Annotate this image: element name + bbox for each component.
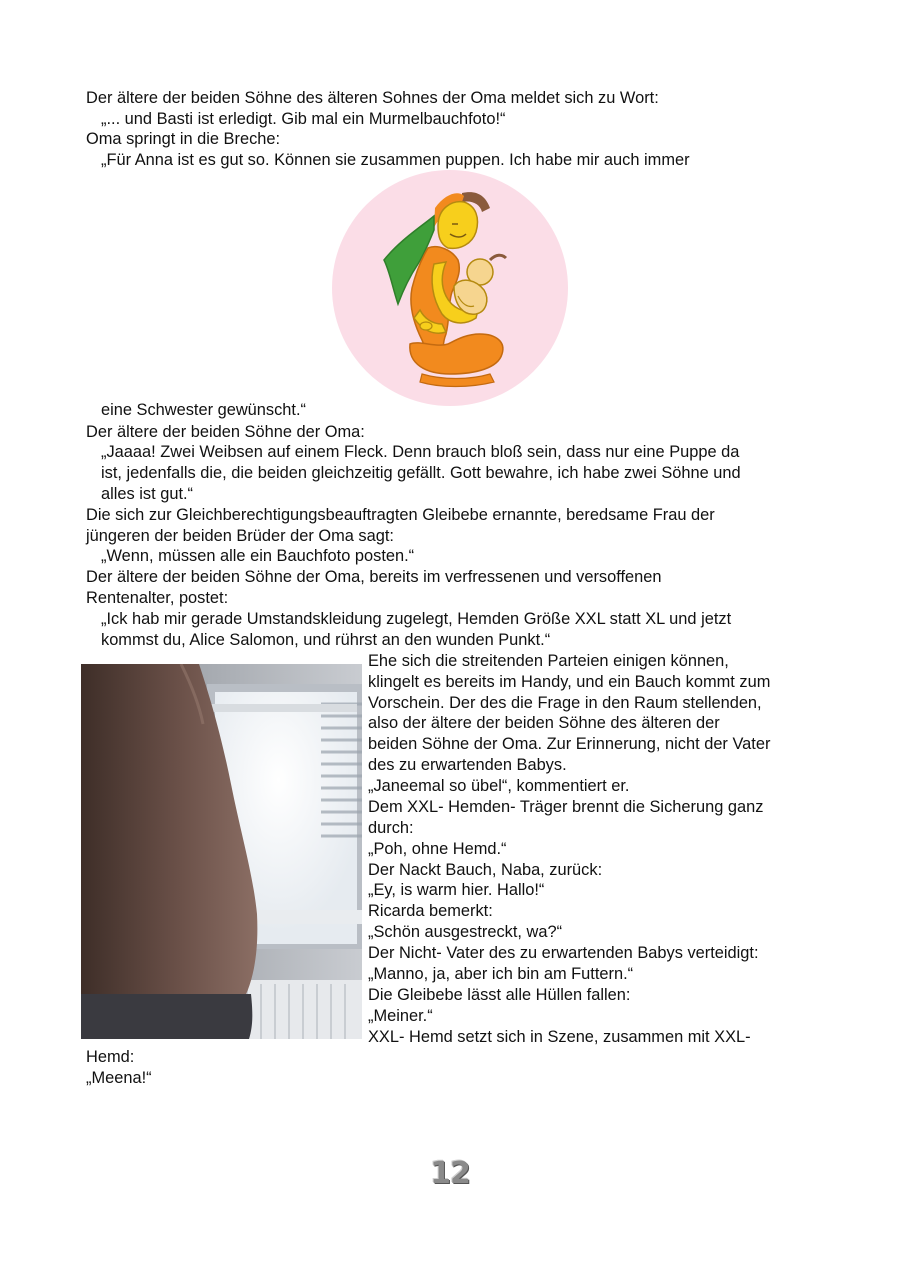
paragraph-line: Rentenalter, postet:	[86, 589, 229, 607]
mother-with-baby-illustration	[330, 168, 570, 408]
paragraph-line: Der Nackt Bauch, Naba, zurück:	[368, 861, 603, 879]
paragraph-line: jüngeren der beiden Brüder der Oma sagt:	[86, 527, 394, 545]
paragraph-line: Der Nicht- Vater des zu erwartenden Babys verteidigt:	[368, 944, 759, 962]
paragraph-line: Der ältere der beiden Söhne der Oma, bereits im verfressenen und versoffenen	[86, 568, 662, 586]
quote-line: alles ist gut.“	[101, 485, 194, 503]
paragraph-line: Hemd:	[86, 1048, 135, 1066]
quote-line: „Wenn, müssen alle ein Bauchfoto posten.“	[101, 547, 415, 565]
quote-line: „Poh, ohne Hemd.“	[368, 840, 507, 858]
paragraph-line: Dem XXL- Hemden- Träger brennt die Sicherung ganz	[368, 798, 764, 816]
quote-line: ist, jedenfalls die, die beiden gleichzeitig gefällt. Gott bewahre, ich habe zwei Söhne und	[101, 464, 741, 482]
paragraph-line: Vorschein. Der des die Frage in den Raum stellenden,	[368, 694, 762, 712]
belly-photo	[81, 664, 362, 1039]
paragraph-line: Der ältere der beiden Söhne des älteren Sohnes der Oma meldet sich zu Wort:	[86, 89, 659, 107]
paragraph-line: XXL- Hemd setzt sich in Szene, zusammen mit XXL-	[368, 1028, 751, 1046]
quote-line: „Meiner.“	[368, 1007, 433, 1025]
quote-line: „Für Anna ist es gut so. Können sie zusammen puppen. Ich habe mir auch immer	[101, 151, 690, 169]
paragraph-line: durch:	[368, 819, 414, 837]
paragraph-line: Ricarda bemerkt:	[368, 902, 493, 920]
quote-line: kommst du, Alice Salomon, und rührst an den wunden Punkt.“	[101, 631, 551, 649]
quote-line: „Manno, ja, aber ich bin am Futtern.“	[368, 965, 634, 983]
paragraph-line: klingelt es bereits im Handy, und ein Bauch kommt zum	[368, 673, 771, 691]
paragraph-line: Der ältere der beiden Söhne der Oma:	[86, 423, 365, 441]
quote-line: „Schön ausgestreckt, wa?“	[368, 923, 563, 941]
quote-line: „Ick hab mir gerade Umstandskleidung zugelegt, Hemden Größe XXL statt XL und jetzt	[101, 610, 732, 628]
quote-line: „Meena!“	[86, 1069, 152, 1087]
paragraph-line: beiden Söhne der Oma. Zur Erinnerung, nicht der Vater	[368, 735, 771, 753]
paragraph-line: also der ältere der beiden Söhne des älteren der	[368, 714, 720, 732]
quote-line: „Janeemal so übel“, kommentiert er.	[368, 777, 630, 795]
paragraph-line: Oma springt in die Breche:	[86, 130, 281, 148]
paragraph-line: Die Gleibebe lässt alle Hüllen fallen:	[368, 986, 631, 1004]
paragraph-line: des zu erwartenden Babys.	[368, 756, 567, 774]
quote-line: „Ey, is warm hier. Hallo!“	[368, 881, 545, 899]
paragraph-line: Ehe sich die streitenden Parteien einigen können,	[368, 652, 729, 670]
quote-line: „Jaaaa! Zwei Weibsen auf einem Fleck. Denn brauch bloß sein, dass nur eine Puppe da	[101, 443, 740, 461]
paragraph-line: Die sich zur Gleichberechtigungsbeauftragten Gleibebe ernannte, beredsame Frau der	[86, 506, 715, 524]
quote-line: „... und Basti ist erledigt. Gib mal ein Murmelbauchfoto!“	[101, 110, 506, 128]
page-number: 12	[430, 1156, 470, 1191]
quote-line: eine Schwester gewünscht.“	[101, 401, 306, 419]
